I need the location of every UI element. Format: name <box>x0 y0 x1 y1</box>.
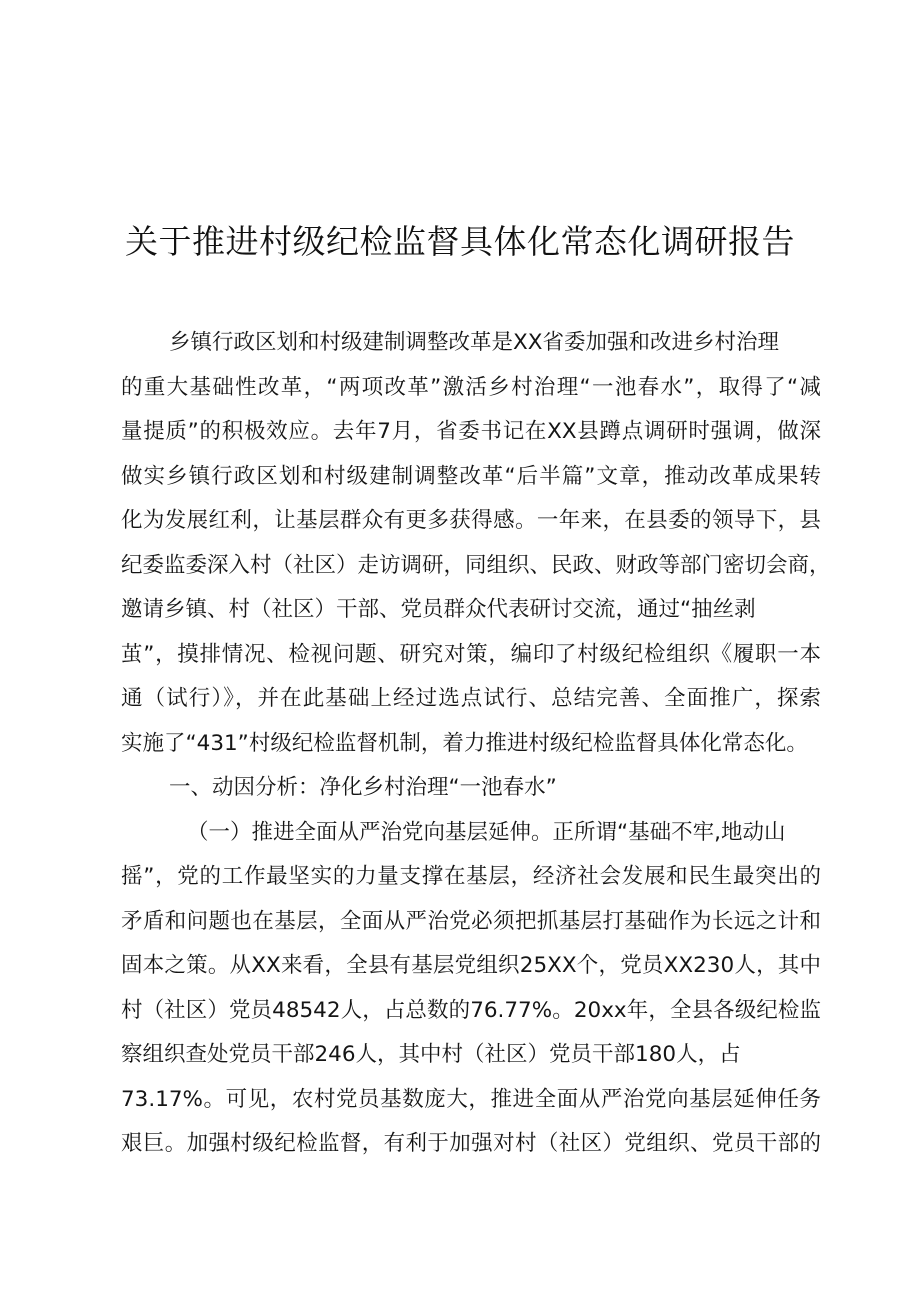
paragraph-line: 乡镇行政区划和村级建制调整改革是XX省委加强和改进乡村治理 <box>169 330 779 355</box>
paragraph-line: 实施了“431”村级纪检监督机制，着力推进村级纪检监督具体化常态化。 <box>121 730 808 756</box>
paragraph-line: 化为发展红利，让基层群众有更多获得感。一年来，在县委的领导下，县 <box>121 508 821 533</box>
paragraph-line: 通（试行）》，并在此基础上经过选点试行、总结完善、全面推广，探索 <box>121 686 821 711</box>
paragraph-line: 量提质”的积极效应。去年7月，省委书记在XX县蹲点调研时强调，做深 <box>121 419 821 444</box>
paragraph-line: 艰巨。加强村级纪检监督，有利于加强对村（社区）党组织、党员干部的 <box>121 1131 821 1156</box>
paragraph-line: 做实乡镇行政区划和村级建制调整改革“后半篇”文章，推动改革成果转 <box>121 463 821 489</box>
section-heading: 一、动因分析：净化乡村治理“一池春水” <box>169 775 557 800</box>
paragraph-line: 矛盾和问题也在基层，全面从严治党必须把抓基层打基础作为长远之计和 <box>121 908 821 934</box>
paragraph-line: 察组织查处党员干部246人，其中村（社区）党员干部180人，占 <box>121 1042 741 1067</box>
paragraph-line: 村（社区）党员48542人，占总数的76.77%。20xx年，全县各级纪检监 <box>121 997 821 1023</box>
paragraph-line: 茧”，摸排情况、检视问题、研究对策，编印了村级纪检组织《履职一本 <box>121 641 821 667</box>
paragraph-line: 纪委监委深入村（社区）走访调研，同组织、民政、财政等部门密切会商， <box>121 552 831 578</box>
paragraph-line: 摇”，党的工作最坚实的力量支撑在基层，经济社会发展和民生最突出的 <box>121 864 821 889</box>
paragraph-line: 邀请乡镇、村（社区）干部、党员群众代表研讨交流，通过“抽丝剥 <box>121 597 756 622</box>
report-body <box>121 321 831 1167</box>
paragraph-line: 固本之策。从XX来看，全县有基层党组织25XX个，党员XX230人，其中 <box>121 953 821 978</box>
page-title: 关于推进村级纪检监督具体化常态化调研报告 <box>125 222 795 261</box>
paragraph-line: （一）推进全面从严治党向基层延伸。正所谓“基础不牢,地动山 <box>187 819 786 845</box>
paragraph-line: 73.17%。可见，农村党员基数庞大，推进全面从严治党向基层延伸任务 <box>121 1086 821 1112</box>
paragraph-line: 的重大基础性改革，“两项改革”激活乡村治理“一池春水”，取得了“减 <box>121 374 821 400</box>
